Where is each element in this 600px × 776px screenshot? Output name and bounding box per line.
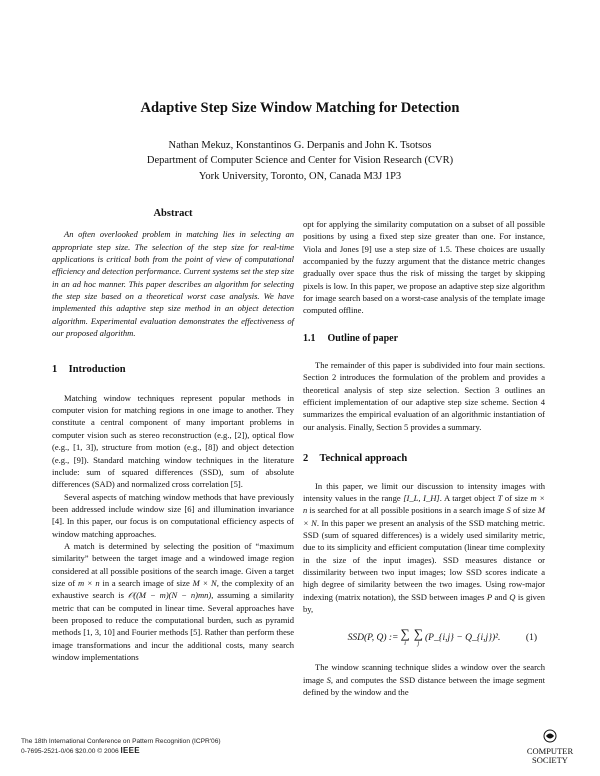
affiliation-line-1: Department of Computer Science and Center for Vision Research (CVR) [146,155,454,167]
section-2-heading [303,453,545,465]
ieee-wordmark: IEEE [120,746,140,755]
subsection-number: 1.1 [303,332,316,344]
intro-continuation: opt for applying the similarity computation on a subset of all possible positions by using a fixed step size greater than one. For instance, Viola and Jones [9] use a step size of 1.5. These choices are usually accompanied by the fuzzy argument that the distance metric changes gradually over space thus the risk of missing the target by skipping pixels is low. In this paper, we propose an adaptive step size algorithm for image search based on a worst-case analysis of the template image computed offline. [303,219,545,316]
page-footer [21,737,221,756]
abstract-text: An often overlooked problem in matching lies in selecting an appropriate step size. The selection of the step size for real-time applications is critical both from the point of view of computational efficiency and detection performance. Current systems set the step size in an ad hoc manner. This paper describes an algorithm for selecting the step size based on a theoretical worst case analysis. We have implemented this adaptive step size method in an object detection algorithm. Experimental evaluation demonstrates the effectiveness of our proposed algorithm. [52,229,294,339]
paper-title: Adaptive Step Size Window Matching for Detection [140,100,460,116]
intro-paragraph-3: A match is determined by selecting the position of “maximum similarity” between the target image and a windowed image region considered at all possible positions of the search image. Given a target size of m × n in a search image of size M × N, the complexity of an exhaustive search is 𝒪((M − m)(N − n)mn), assuming a similarity metric that can be computed in linear time. Several approaches have been proposed to reduce the computational burden, such as pyramid methods [1, 3, 10] and Fourier methods [5]. Rather than perform these image transformations and incur the additional costs, many search window implementations [52,540,294,662]
ssd-equation [303,623,545,653]
ieee-computer-society-logo [519,728,581,768]
section-number: 1 [52,364,58,376]
left-column [52,208,294,663]
section-1-heading [52,364,294,376]
copyright-line: 0-7695-2521-0/06 $20.00 © 2006 IEEE [21,746,140,755]
affiliation-line-2: York University, Toronto, ON, Canada M3J 1P3 [198,170,402,182]
subsection-title: Outline of paper [327,332,399,344]
conference-line: The 18th International Conference on Pattern Recognition (ICPR'06) [21,738,221,745]
equation-number: (1) [525,633,537,644]
intro-paragraph-2: Several aspects of matching window methods that have previously been addressed include window size [6] and illumination invariance [4]. In this paper, our focus is on computational efficiency aspects of window matching approaches. [52,491,294,539]
section-number: 2 [303,453,309,465]
intro-paragraph-1: Matching window techniques represent popular methods in computer vision for matching regions in one image to another. They constitute a central component of many important problems in computer vision such as stereo reconstruction (e.g., [2]), optical flow (e.g., [1, 3]), structure from motion (e.g., [8]) and object detection (e.g., [9]). Standard matching window techniques in the literature include: sum of squared differences (SSD), sum of absolute differences (SAD) and normalized cross correlation [5]. [52,392,294,490]
technical-paragraph-2: The window scanning technique slides a window over the search image S, and computes the SSD distance between the image segment defined by the window and the [303,662,545,697]
subsection-1-1-heading [303,333,545,345]
equation-rhs: (P_{i,j} − Q_{i,j})². [425,633,501,644]
technical-paragraph-1: In this paper, we limit our discussion to intensity images with intensity values in the range [I_L, I_H]. A target object T of size m × n is searched for at all possible positions in a search image S of size M × N. In this paper we present an analysis of the SSD matching metric. SSD (sum of squared differences) is a widely used similarity metric, due to its simplicity and efficient computation (linear time complexity in the size of the input images). SSD measures distance or dissimilarity between two input images; low SSD scores indicate a high degree of similarity between the two images. Using row-major indexing (matrix notation), the SSD between images P and Q is given by, [303,480,546,614]
math-search-size: M × N [192,577,217,588]
author-names: Nathan Mekuz, Konstantinos G. Derpanis and John K. Tsotsos [168,140,432,151]
math-target-size: m × n [77,577,100,588]
outline-paragraph: The remainder of this paper is subdivided into four main sections. Section 2 introduces the formulation of the problem and provides a theoretical analysis of step size selection. Section 3 outlines an efficient implementation of our adaptive step size scheme. Section 4 summarizes the empirical evaluation of an algorithmic instantiation of our analysis. Finally, Section 5 provides a summary. [303,360,545,432]
section-title: Technical approach [319,453,408,465]
math-complexity: 𝒪((M − m)(N − n)mn) [127,590,212,601]
math-intensity-range: [I_L, I_H] [403,492,440,503]
equation-lhs: SSD(P, Q) := [347,633,399,644]
logo-text: COMPUTER SOCIETY [526,746,574,765]
abstract-body [52,228,294,339]
right-column [303,218,545,698]
sum-symbol-j: ∑ j [413,626,423,648]
abstract-heading: Abstract [153,208,193,219]
sum-symbol-i: ∑ i [400,626,410,648]
author-block [0,138,600,184]
section-title: Introduction [68,364,126,376]
